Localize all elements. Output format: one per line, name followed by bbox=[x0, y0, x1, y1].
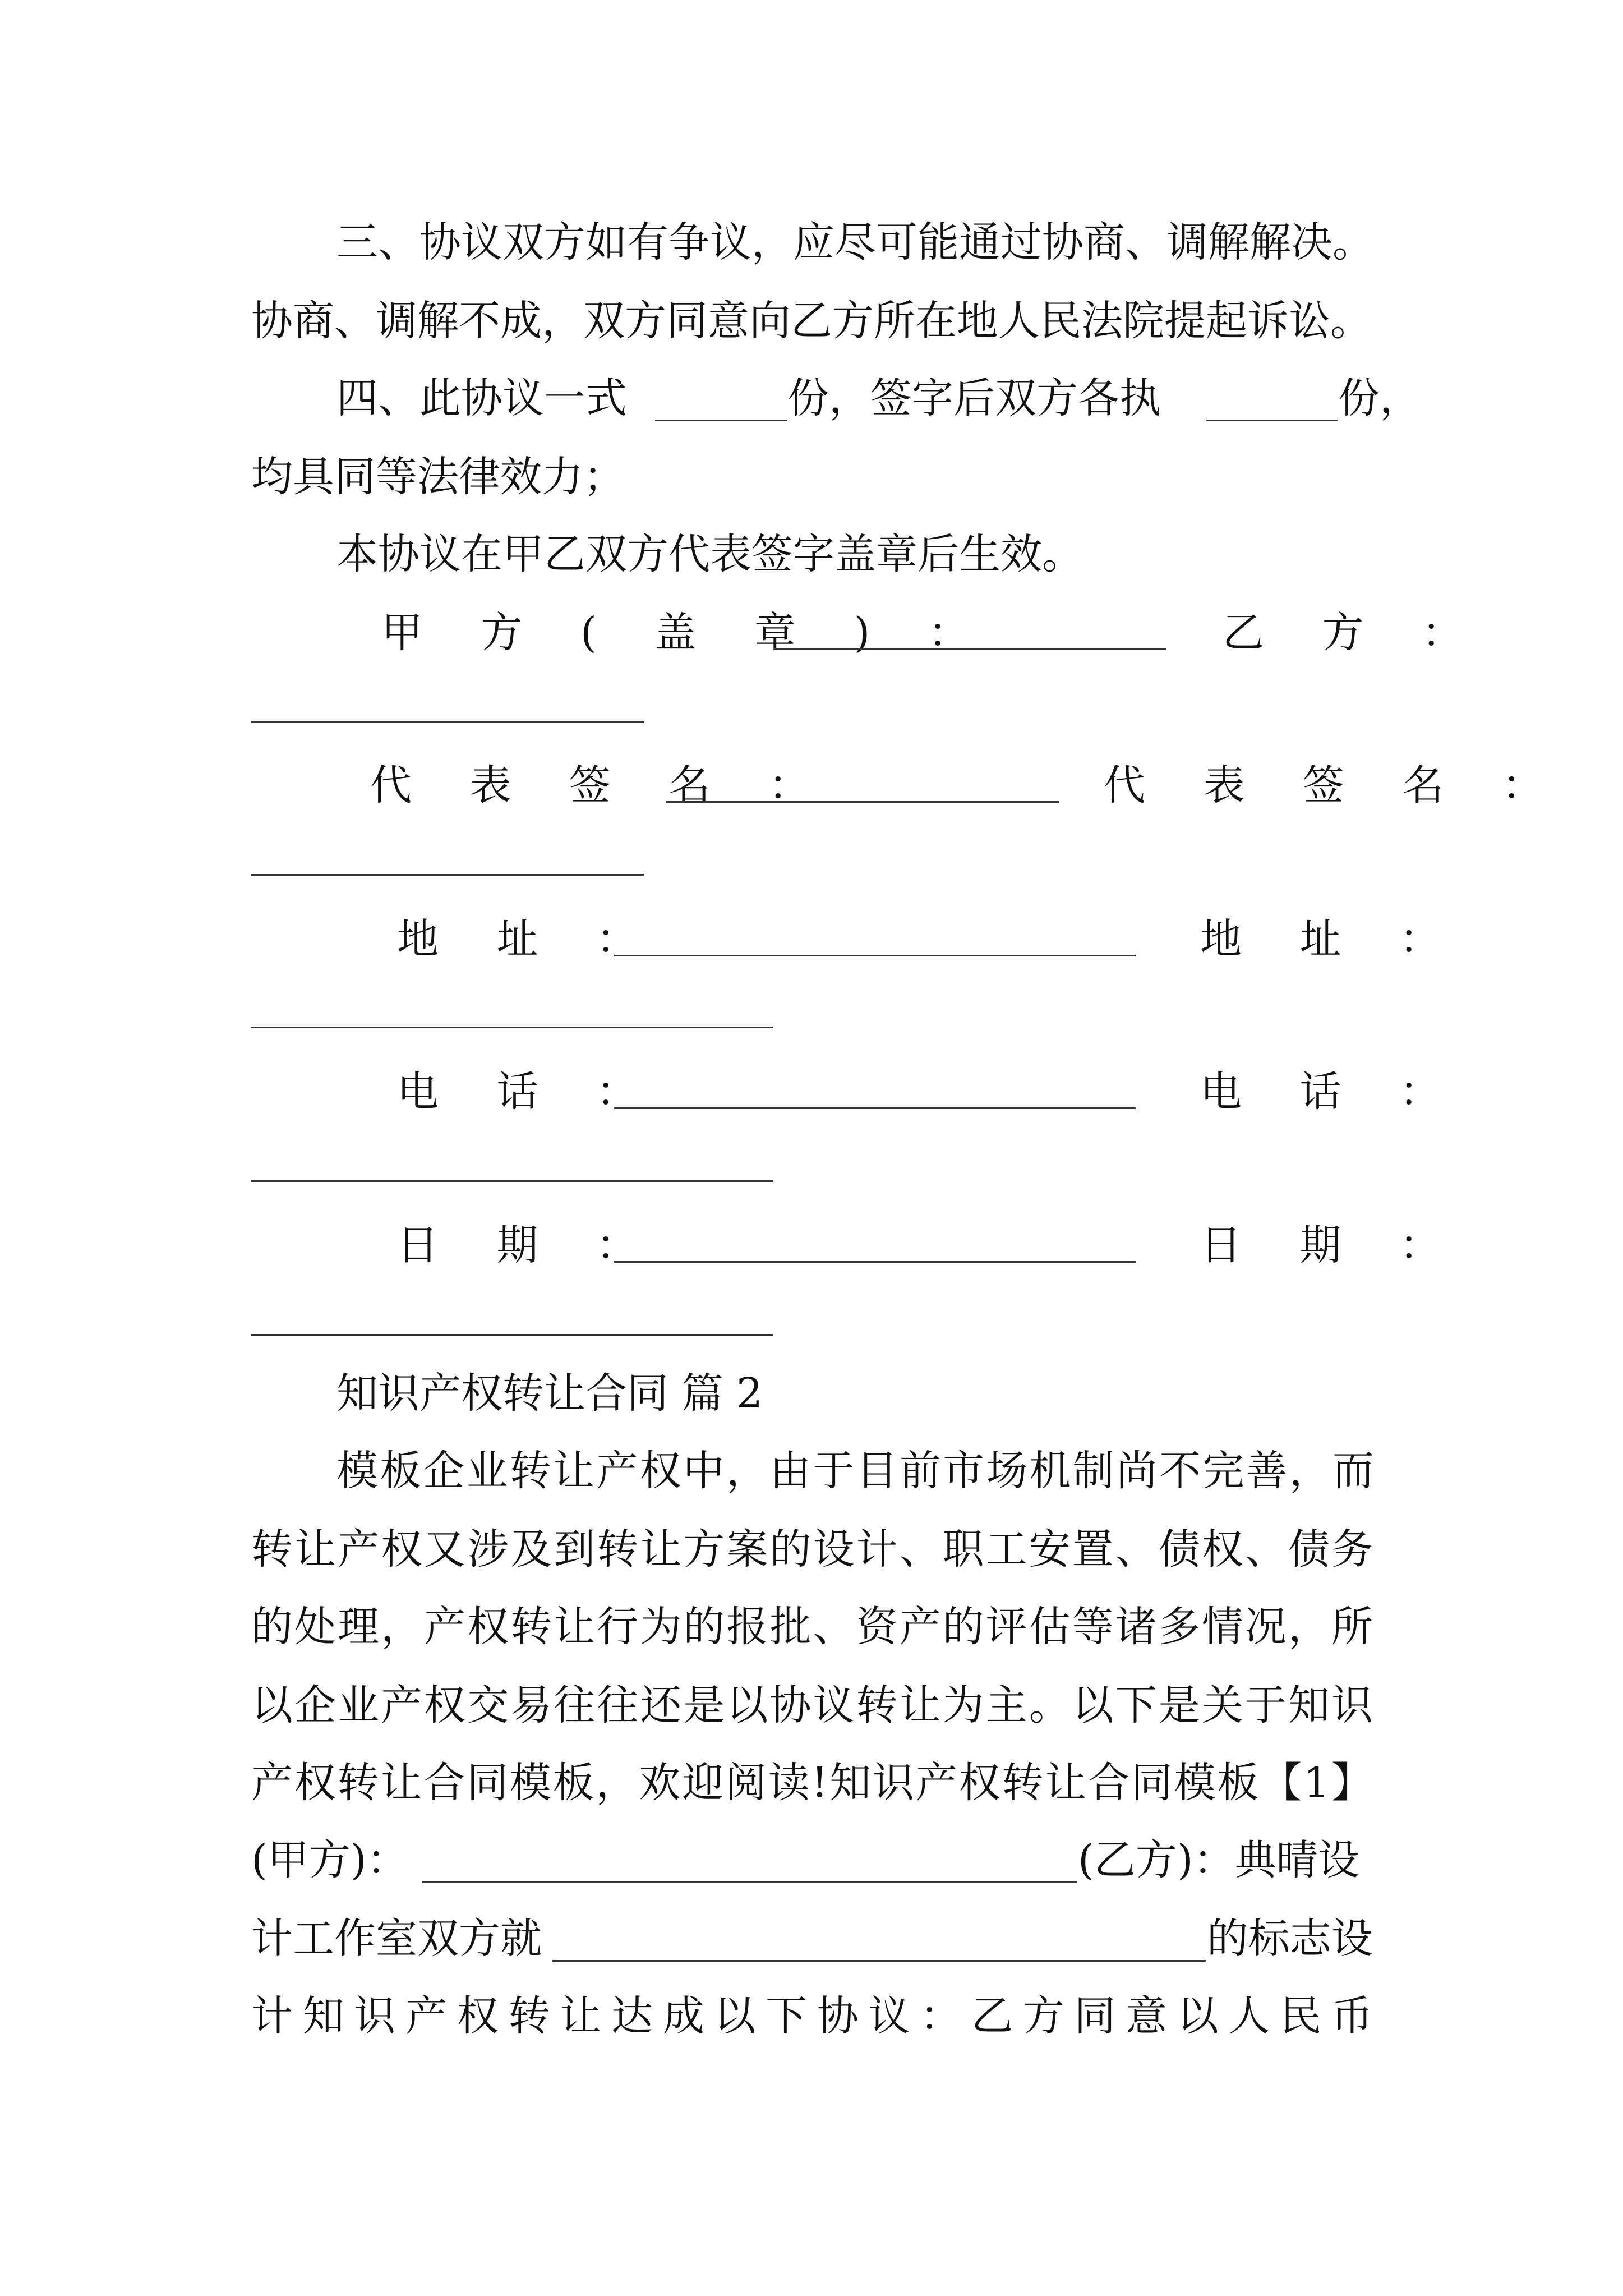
clause-3-line-1 bbox=[0, 209, 1623, 276]
date-a-blank[interactable] bbox=[614, 1261, 1136, 1263]
phone-a-blank[interactable] bbox=[614, 1107, 1136, 1109]
body-line-8 bbox=[0, 1982, 1623, 2050]
date-a-label: 日 期 ： bbox=[397, 1221, 661, 1269]
address-row bbox=[0, 905, 1623, 973]
address-a-label: 地 址 ： bbox=[397, 915, 661, 963]
clause-3-text-1: 三、协议双方如有争议，应尽可能通过协商、调解解决。 bbox=[336, 218, 1374, 266]
address-b-label: 地 址 ： bbox=[1200, 915, 1464, 963]
body-line-2 bbox=[0, 1516, 1623, 1583]
section-title: 知识产权转让合同 篇 2 bbox=[336, 1369, 763, 1418]
party-a-blank[interactable] bbox=[774, 648, 1166, 650]
clause-3-line-2 bbox=[0, 287, 1623, 355]
party-a-name-blank[interactable] bbox=[422, 1881, 1077, 1883]
body-text-5: 产权转让合同模板，欢迎阅读!知识产权转让合同模板【1】 bbox=[251, 1759, 1373, 1807]
phone-b-blank[interactable] bbox=[251, 1180, 773, 1182]
rep-sign-a-label: 代 表 签 名 ： bbox=[370, 761, 833, 809]
address-a-blank[interactable] bbox=[614, 955, 1136, 956]
clause-4-mid: 份，签字后双方各执 bbox=[787, 374, 1161, 422]
party-b-text: (乙方)：典晴设 bbox=[1078, 1836, 1359, 1884]
body-text-4: 以企业产权交易往往还是以协议转让为主。以下是关于知识 bbox=[251, 1681, 1373, 1729]
rep-sign-a-blank[interactable] bbox=[666, 801, 1059, 803]
body-text-8: 计知识产权转让达成以下协议：乙方同意以人民币 bbox=[251, 1992, 1373, 2040]
party-row bbox=[0, 599, 1623, 666]
phone-a-label: 电 话 ： bbox=[397, 1068, 661, 1116]
party-a-seal-label: 甲 方 ( 盖 章 ) ： bbox=[381, 609, 992, 657]
rep-sign-row bbox=[0, 752, 1623, 819]
party-line bbox=[0, 1826, 1623, 1894]
clause-3-text-2: 协商、调解不成，双方同意向乙方所在地人民法院提起诉讼。 bbox=[251, 297, 1372, 345]
party-b-blank[interactable] bbox=[251, 721, 644, 723]
clause-4-suffix: 份， bbox=[1338, 374, 1421, 422]
effective-note: 本协议在甲乙双方代表签字盖章后生效。 bbox=[336, 530, 1083, 578]
copies-each-blank[interactable] bbox=[1206, 420, 1338, 421]
body-line-4 bbox=[0, 1672, 1623, 1739]
clause-4-prefix: 四、此协议一式 bbox=[336, 374, 627, 422]
body-line-7 bbox=[0, 1905, 1623, 1972]
date-b-blank[interactable] bbox=[251, 1334, 773, 1336]
effective-note-line bbox=[0, 521, 1623, 588]
body-line-3 bbox=[0, 1593, 1623, 1660]
body-line-1 bbox=[0, 1437, 1623, 1504]
address-b-blank[interactable] bbox=[251, 1027, 773, 1028]
phone-b-label: 电 话 ： bbox=[1200, 1068, 1464, 1116]
clause-4-line-1 bbox=[0, 365, 1623, 432]
clause-4-line-2 bbox=[0, 443, 1623, 510]
body-text-1: 模板企业转让产权中，由于目前市场机制尚不完善，而 bbox=[336, 1447, 1374, 1495]
party-a-text: (甲方)： bbox=[251, 1836, 408, 1884]
rep-sign-b-label: 代 表 签 名 ： bbox=[1104, 761, 1566, 809]
phone-row bbox=[0, 1058, 1623, 1125]
rep-sign-b-blank[interactable] bbox=[251, 874, 644, 876]
date-b-label: 日 期 ： bbox=[1200, 1221, 1464, 1269]
subject-blank[interactable] bbox=[552, 1960, 1206, 1962]
copies-total-blank[interactable] bbox=[655, 420, 787, 421]
section-title-line bbox=[0, 1360, 1623, 1427]
body-line-7-prefix: 计工作室双方就 bbox=[251, 1915, 542, 1963]
party-b-label: 乙 方 ： bbox=[1223, 609, 1486, 657]
date-row bbox=[0, 1212, 1623, 1279]
body-text-2: 转让产权又涉及到转让方案的设计、职工安置、债权、债务 bbox=[251, 1525, 1373, 1573]
body-line-7-suffix: 的标志设 bbox=[1207, 1915, 1373, 1963]
body-text-3: 的处理，产权转让行为的报批、资产的评估等诸多情况，所 bbox=[251, 1603, 1373, 1651]
body-line-5 bbox=[0, 1749, 1623, 1816]
clause-4-text-2: 均具同等法律效力； bbox=[251, 453, 625, 501]
